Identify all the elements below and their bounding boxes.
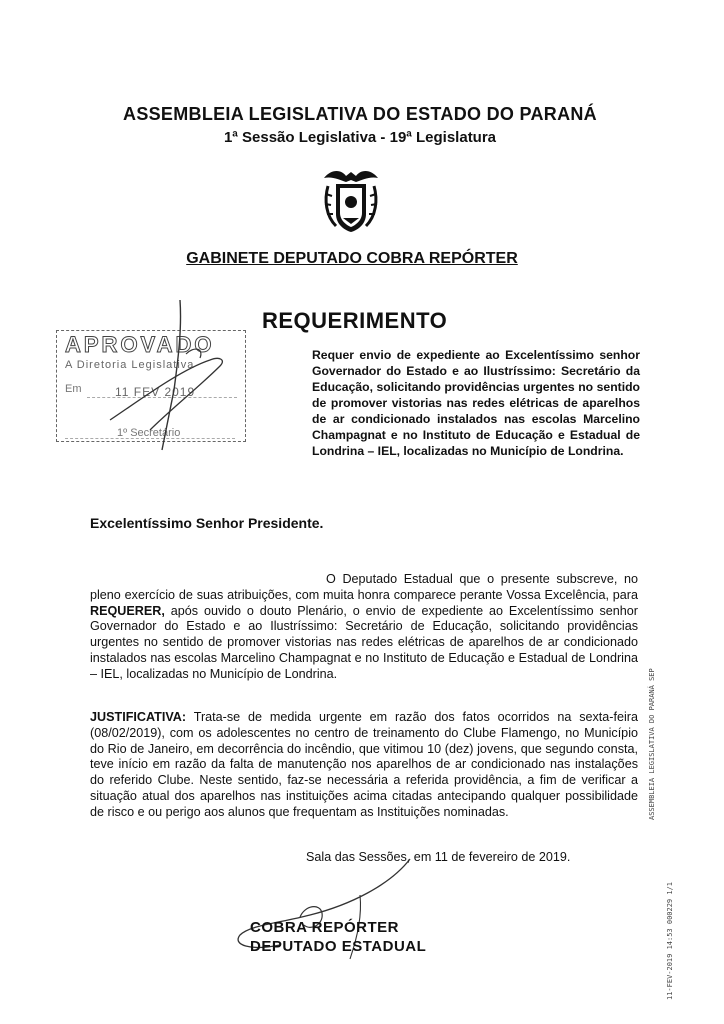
session-subtitle: 1ª Sessão Legislativa - 19ª Legislatura <box>223 129 497 146</box>
request-summary: Requer envio de expediente ao Excelentíssimo senhor Governador do Estado e ao Ilustríssimo: Secretário da Educação, solicitando providências urgentes no sentido de promover vistorias nas redes elétricas de aparelhos de ar condicionado instalados nas escolas Marcelino Champagnat e no Instituto de Educação e Estadual de Londrina – IEL, localizadas no Município de Londrina. <box>312 348 640 458</box>
document-title: REQUERIMENTO <box>262 308 448 333</box>
justification <box>90 710 638 821</box>
justification-text: Trata-se de medida urgente em razão dos fatos ocorridos na sexta-feira (08/02/2019), com os adolescentes no centro de treinamento do Clube Flamengo, no Município do Rio de Janeiro, em decorrência do incêndio, que vitimou 10 (dez) jovens, que segundo consta, teve início em razão da falta de manutenção nos aparelhos de ar condicionado nas instalações do referido Clube. Neste sentido, faz-se necessária a referida providência, a fim de verificar a situação atual dos aparelhos nas instituições acima citadas antecipando qualquer possibilidade de risco e ou perigo aos alunos que frequentam as Instituições nominadas. <box>90 710 638 819</box>
assembly-title: ASSEMBLEIA LEGISLATIVA DO ESTADO DO PARANÁ <box>123 104 597 124</box>
document-header <box>60 104 660 146</box>
stamp-date: 11 FEV 2019 <box>115 385 196 399</box>
parana-coat-of-arms-icon <box>316 164 386 236</box>
stamp-secretary: 1º Secretário <box>117 427 181 439</box>
stamp-board: A Diretoria Legislativa <box>65 359 195 371</box>
approval-stamp <box>56 330 246 442</box>
body-text-2: após ouvido o douto Plenário, o envio de expediente ao Excelentíssimo senhor Governador do Estado e ao Ilustríssimo: Secretário de Educação, solicitando providências urgentes no sentido de promover vistorias nas redes elétricas de aparelhos de ar condicionado instalados nas escolas Marcelino Champagnat e no Instituto de Educação e Estadual de Londrina – IEL, localizadas no Município de Londrina. <box>90 603 638 681</box>
salutation: Excelentíssimo Senhor Presidente. <box>90 515 324 531</box>
place-date: Sala das Sessões, em 11 de fevereiro de 2019. <box>306 850 571 864</box>
stamp-approved: APROVADO <box>65 332 215 357</box>
signatory <box>250 918 450 956</box>
body-text-1: O Deputado Estadual que o presente subscreve, no pleno exercício de suas atribuições, com muita honra comparece perante Vossa Excelência, para <box>90 572 638 602</box>
cabinet-heading: GABINETE DEPUTADO COBRA REPÓRTER <box>186 250 518 267</box>
protocol-stamp: ASSEMBLEIA LEGISLATIVA DO PARANÁ SEP <box>648 668 656 820</box>
request-body <box>90 572 638 683</box>
stamp-dotted-line <box>87 397 237 398</box>
signatory-role: DEPUTADO ESTADUAL <box>250 938 427 955</box>
stamp-em: Em <box>65 383 82 395</box>
justification-label: JUSTIFICATIVA: <box>90 710 187 724</box>
signatory-name: COBRA REPÓRTER <box>250 919 399 936</box>
body-requerer: REQUERER, <box>90 603 165 618</box>
stamp-dotted-line <box>65 438 235 439</box>
protocol-stamp-time: 11-FEV-2019 14:53 000229 1/1 <box>666 881 674 1000</box>
